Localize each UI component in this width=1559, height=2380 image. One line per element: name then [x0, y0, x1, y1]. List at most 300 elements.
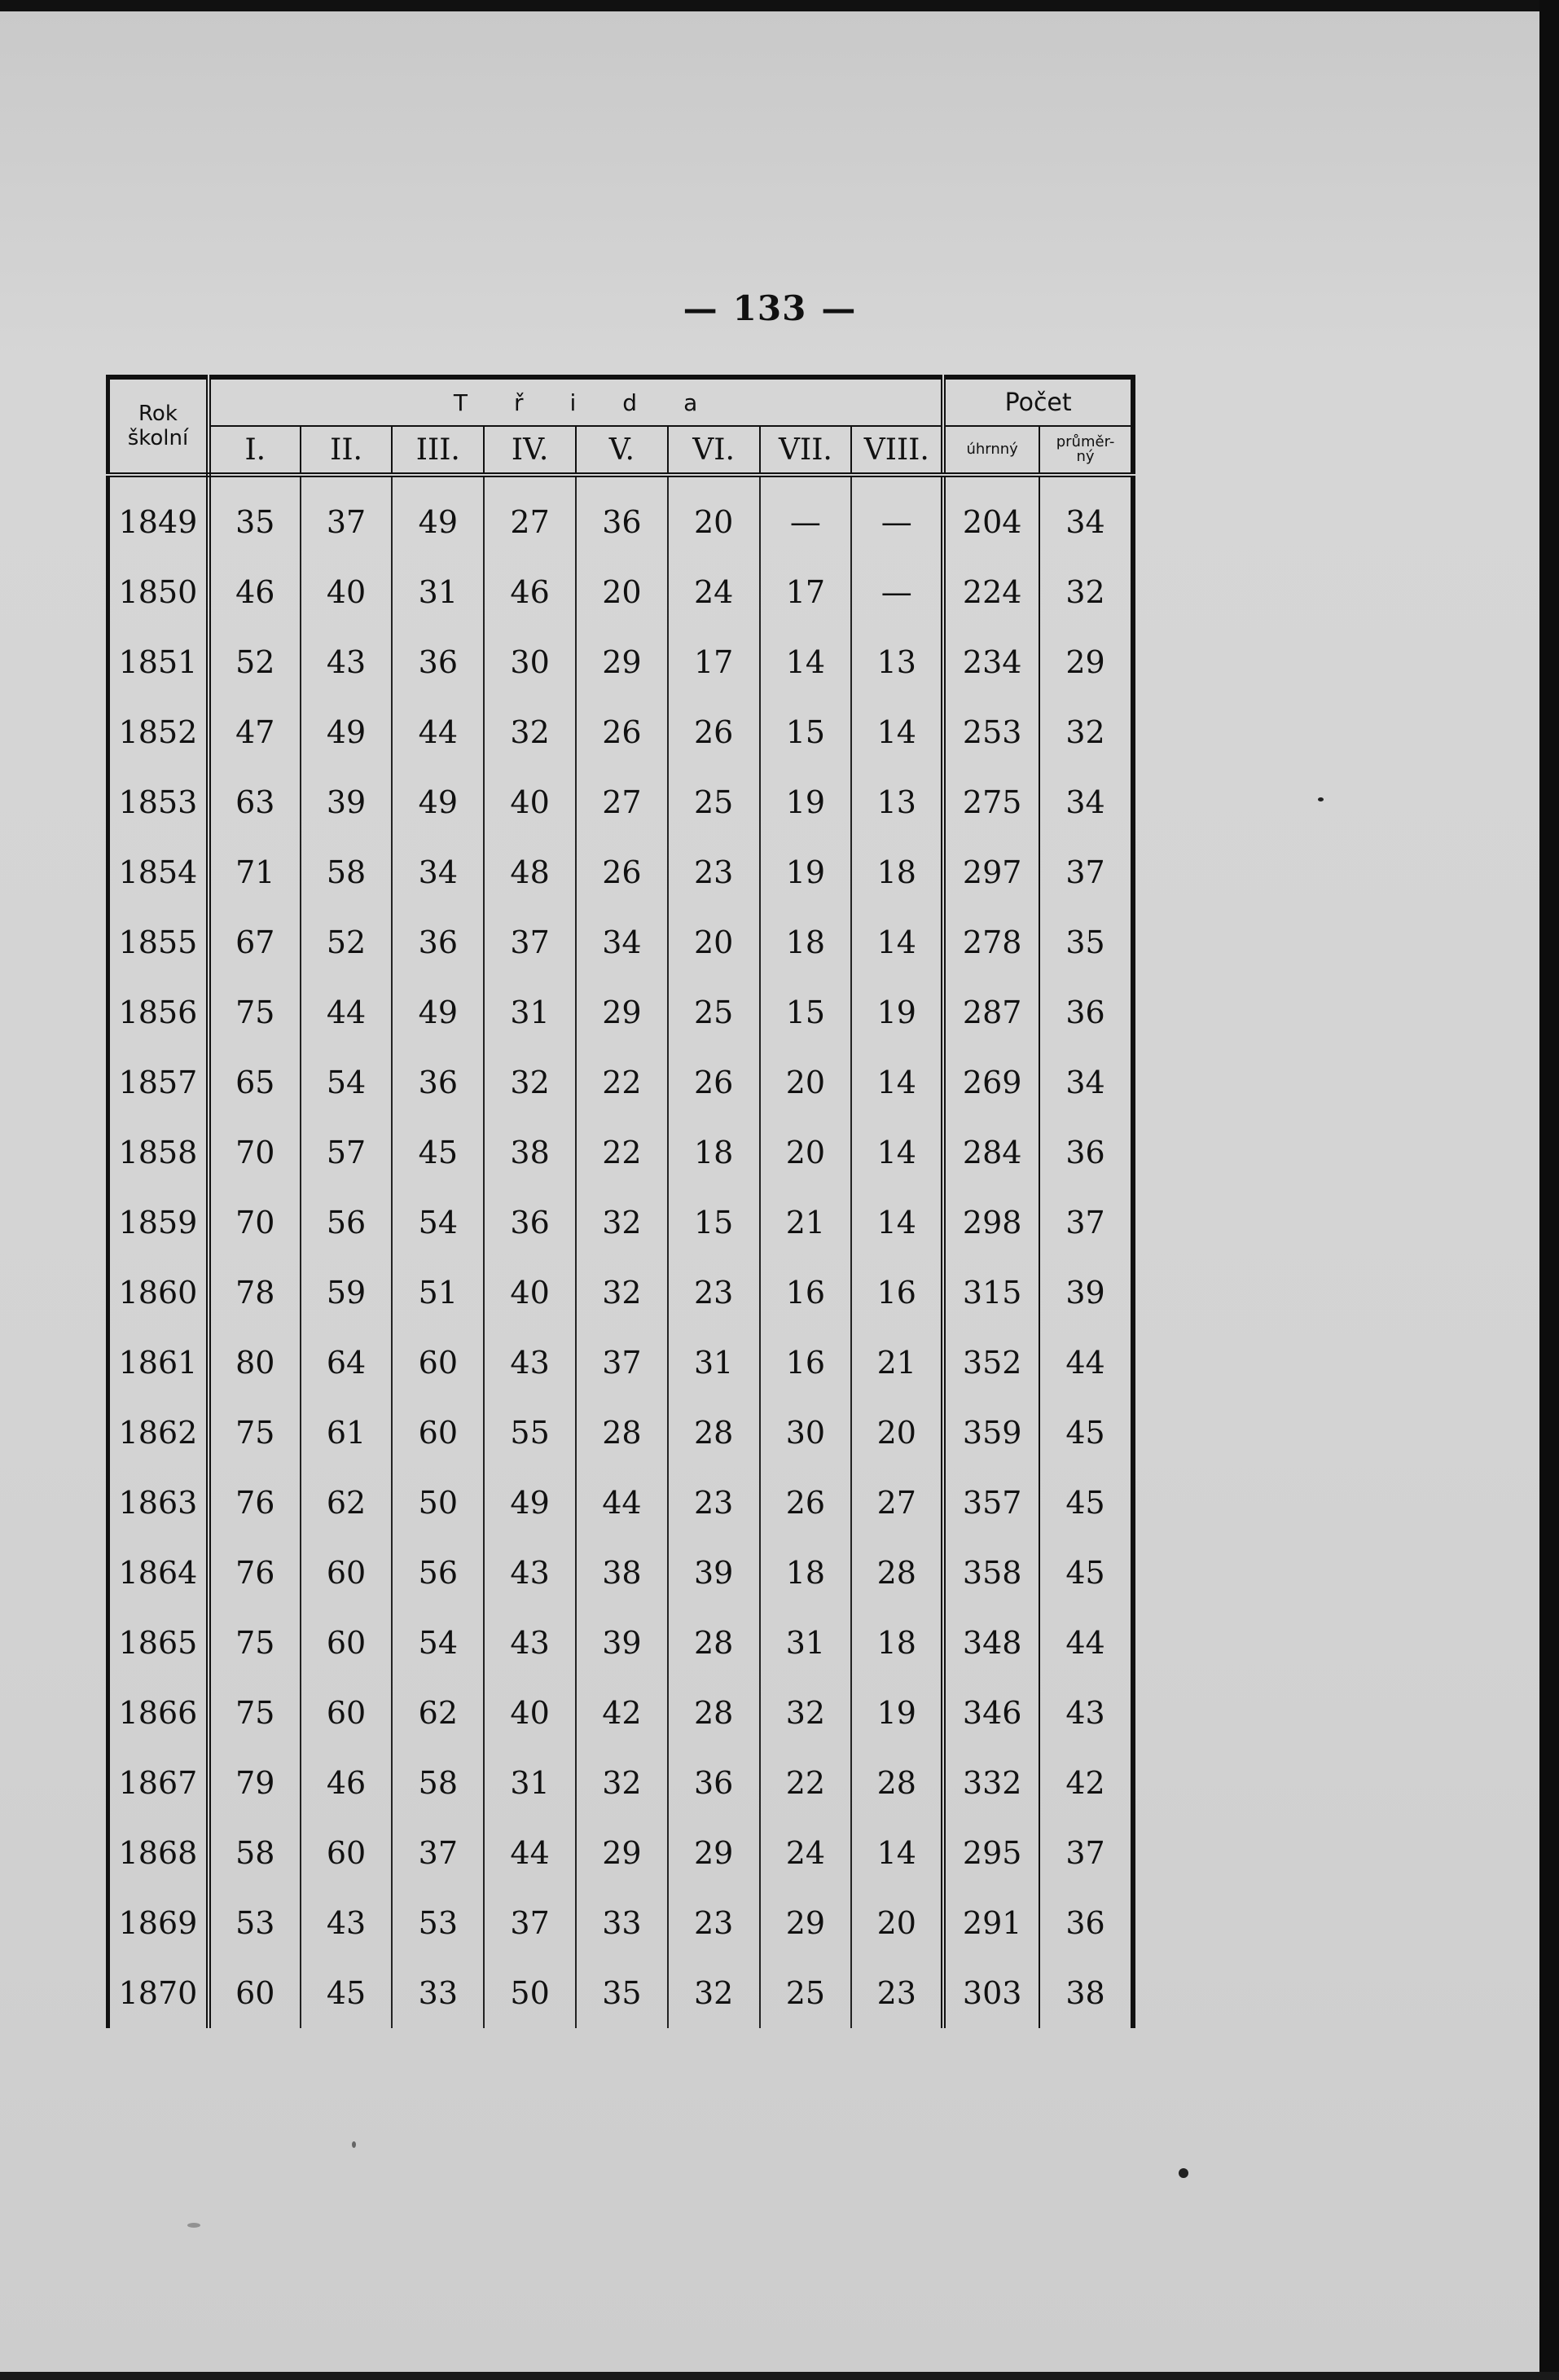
- class-count-cell: 19: [876, 995, 916, 1030]
- class-count-cell: 80: [209, 1328, 301, 1398]
- class-count-cell: 33: [392, 1958, 484, 2028]
- class-count-cell: 54: [392, 1608, 484, 1678]
- scan-speck: [352, 2141, 356, 2148]
- class-count-cell: 23: [668, 1468, 760, 1538]
- class-count-cell: 27: [876, 1485, 916, 1521]
- class-count-cell: 34: [392, 837, 484, 907]
- class-count-cell: 23: [668, 1258, 760, 1328]
- class-count-cell: 55: [484, 1398, 576, 1468]
- scanned-page: [0, 11, 1539, 2372]
- total-cell: 287: [943, 977, 1039, 1047]
- class-count-cell: —: [881, 504, 912, 540]
- class-count-cell: 50: [392, 1468, 484, 1538]
- year-cell: 1866: [108, 1678, 209, 1748]
- class-count-cell: 22: [760, 1748, 852, 1818]
- class-count-cell: 19: [876, 1695, 916, 1731]
- class-count-cell: 29: [668, 1818, 760, 1888]
- class-count-cell: 21: [876, 1345, 916, 1381]
- table-row: [108, 1118, 1134, 1188]
- total-cell: 234: [943, 627, 1039, 697]
- table-row: [108, 697, 1134, 767]
- class-count-cell: 58: [301, 837, 393, 907]
- total-cell: 357: [943, 1468, 1039, 1538]
- count-group-header: Počet: [943, 377, 1133, 426]
- total-cell: 291: [943, 1888, 1039, 1958]
- total-column-header: úhrnný: [943, 426, 1039, 475]
- class-count-cell: 14: [876, 1205, 916, 1240]
- class-count-cell: 20: [668, 907, 760, 977]
- class-count-cell: 44: [392, 697, 484, 767]
- class-count-cell: 40: [301, 557, 393, 627]
- class-count-cell: 19: [760, 767, 852, 837]
- class-count-cell: 42: [576, 1678, 668, 1748]
- class-count-cell: 60: [392, 1328, 484, 1398]
- class-count-cell: 22: [576, 1047, 668, 1118]
- table-row: [108, 1398, 1134, 1468]
- class-count-cell: 37: [392, 1818, 484, 1888]
- year-cell: 1864: [108, 1538, 209, 1608]
- year-cell: 1853: [108, 767, 209, 837]
- class-count-cell: 34: [576, 907, 668, 977]
- total-cell: 204: [943, 475, 1039, 557]
- class-count-cell: 60: [301, 1538, 393, 1608]
- class-count-cell: 37: [484, 1888, 576, 1958]
- class-count-cell: 45: [392, 1118, 484, 1188]
- average-cell: 36: [1039, 1888, 1133, 1958]
- class-count-cell: 44: [484, 1818, 576, 1888]
- average-cell: 37: [1039, 1818, 1133, 1888]
- scan-border-right: [1539, 0, 1559, 2380]
- class-count-cell: 35: [209, 475, 301, 557]
- class-count-cell: 32: [484, 697, 576, 767]
- class-count-cell: 48: [484, 837, 576, 907]
- table-row: [108, 1188, 1134, 1258]
- class-count-cell: 39: [668, 1538, 760, 1608]
- class-count-cell: 23: [668, 1888, 760, 1958]
- average-cell: 36: [1039, 977, 1133, 1047]
- table-row: [108, 907, 1134, 977]
- page-number-dash-right: —: [821, 288, 857, 328]
- average-header-line1: průměr-: [1056, 433, 1115, 450]
- class-count-cell: 40: [484, 767, 576, 837]
- class-count-cell: 32: [576, 1748, 668, 1818]
- class-count-cell: 60: [392, 1398, 484, 1468]
- class-count-cell: 16: [760, 1328, 852, 1398]
- class-count-cell: 75: [209, 1678, 301, 1748]
- total-cell: 278: [943, 907, 1039, 977]
- class-count-cell: 36: [668, 1748, 760, 1818]
- total-cell: 284: [943, 1118, 1039, 1188]
- table-row: [108, 977, 1134, 1047]
- year-cell: 1852: [108, 697, 209, 767]
- class-count-cell: 28: [668, 1398, 760, 1468]
- table-row: [108, 1608, 1134, 1678]
- class-count-cell: 79: [209, 1748, 301, 1818]
- class-count-cell: 13: [876, 784, 916, 820]
- average-cell: 37: [1039, 837, 1133, 907]
- class-count-cell: 70: [209, 1188, 301, 1258]
- class-count-cell: 15: [760, 697, 852, 767]
- class-count-cell: 20: [876, 1415, 916, 1451]
- class-count-cell: 52: [209, 627, 301, 697]
- class-count-cell: 49: [392, 475, 484, 557]
- class-count-cell: 58: [392, 1748, 484, 1818]
- average-cell: 45: [1039, 1398, 1133, 1468]
- class-count-cell: 26: [760, 1468, 852, 1538]
- class-count-cell: 20: [668, 475, 760, 557]
- average-cell: 29: [1039, 627, 1133, 697]
- class-count-cell: 26: [668, 697, 760, 767]
- class-count-cell: 32: [760, 1678, 852, 1748]
- class-count-cell: 49: [301, 697, 393, 767]
- class-count-cell: 14: [876, 1135, 916, 1170]
- class-header: VIII.: [851, 426, 943, 475]
- total-cell: 346: [943, 1678, 1039, 1748]
- average-cell: 39: [1039, 1258, 1133, 1328]
- class-count-cell: 18: [760, 907, 852, 977]
- class-count-cell: 17: [668, 627, 760, 697]
- class-count-cell: 36: [392, 1047, 484, 1118]
- class-count-cell: 31: [484, 977, 576, 1047]
- year-column-header: [108, 377, 209, 475]
- class-group-header: [209, 377, 943, 426]
- total-cell: 315: [943, 1258, 1039, 1328]
- year-cell: 1869: [108, 1888, 209, 1958]
- year-cell: 1854: [108, 837, 209, 907]
- average-cell: 35: [1039, 907, 1133, 977]
- average-cell: 32: [1039, 557, 1133, 627]
- class-count-cell: 43: [484, 1328, 576, 1398]
- class-count-cell: 32: [484, 1047, 576, 1118]
- table-row: [108, 1818, 1134, 1888]
- class-count-cell: 29: [760, 1888, 852, 1958]
- class-count-cell: —: [881, 574, 912, 610]
- class-count-cell: 32: [576, 1258, 668, 1328]
- class-count-cell: 18: [876, 1625, 916, 1661]
- class-count-cell: 21: [760, 1188, 852, 1258]
- table-row: [108, 627, 1134, 697]
- table-header-row-2: [108, 426, 1134, 475]
- class-count-cell: 29: [576, 627, 668, 697]
- class-count-cell: 46: [209, 557, 301, 627]
- class-count-cell: 46: [484, 557, 576, 627]
- average-cell: 45: [1039, 1468, 1133, 1538]
- year-cell: 1865: [108, 1608, 209, 1678]
- class-count-cell: 49: [392, 767, 484, 837]
- class-count-cell: 24: [668, 557, 760, 627]
- class-count-cell: 63: [209, 767, 301, 837]
- scan-speck: [1318, 797, 1324, 801]
- year-cell: 1858: [108, 1118, 209, 1188]
- class-count-cell: 40: [484, 1258, 576, 1328]
- class-count-cell: 38: [576, 1538, 668, 1608]
- class-count-cell: 24: [760, 1818, 852, 1888]
- class-header: VI.: [668, 426, 760, 475]
- class-count-cell: 26: [668, 1047, 760, 1118]
- class-count-cell: 43: [301, 1888, 393, 1958]
- average-cell: 43: [1039, 1678, 1133, 1748]
- table-row: [108, 1328, 1134, 1398]
- class-count-cell: 52: [301, 907, 393, 977]
- class-count-cell: 13: [876, 644, 916, 680]
- class-count-cell: 14: [876, 714, 916, 750]
- class-header: III.: [392, 426, 484, 475]
- class-count-cell: 44: [301, 977, 393, 1047]
- year-cell: 1862: [108, 1398, 209, 1468]
- average-column-header: [1039, 426, 1133, 475]
- class-count-cell: 78: [209, 1258, 301, 1328]
- class-count-cell: 31: [760, 1608, 852, 1678]
- table-row: [108, 1888, 1134, 1958]
- class-count-cell: 60: [301, 1678, 393, 1748]
- class-count-cell: 44: [576, 1468, 668, 1538]
- class-count-cell: 16: [876, 1275, 916, 1311]
- class-count-cell: 22: [576, 1118, 668, 1188]
- average-cell: 42: [1039, 1748, 1133, 1818]
- class-count-cell: 33: [576, 1888, 668, 1958]
- class-count-cell: 27: [576, 767, 668, 837]
- total-cell: 224: [943, 557, 1039, 627]
- class-count-cell: 43: [484, 1608, 576, 1678]
- scan-speck: [1179, 2168, 1188, 2178]
- average-cell: 37: [1039, 1188, 1133, 1258]
- class-count-cell: 54: [301, 1047, 393, 1118]
- class-count-cell: 30: [760, 1398, 852, 1468]
- class-count-cell: 56: [301, 1188, 393, 1258]
- year-header-line2: školní: [127, 426, 189, 450]
- enrollment-table: [106, 375, 1135, 2028]
- class-count-cell: 17: [760, 557, 852, 627]
- total-cell: 295: [943, 1818, 1039, 1888]
- class-count-cell: 14: [876, 924, 916, 960]
- class-count-cell: 59: [301, 1258, 393, 1328]
- class-count-cell: 51: [392, 1258, 484, 1328]
- class-count-cell: 36: [392, 907, 484, 977]
- class-count-cell: 25: [760, 1958, 852, 2028]
- group-header-letter: i: [569, 389, 577, 416]
- class-count-cell: 76: [209, 1538, 301, 1608]
- class-count-cell: 36: [484, 1188, 576, 1258]
- class-count-cell: 57: [301, 1118, 393, 1188]
- class-header: VII.: [760, 426, 852, 475]
- total-cell: 332: [943, 1748, 1039, 1818]
- page-number: [0, 288, 1539, 328]
- class-count-cell: 18: [876, 854, 916, 890]
- class-count-cell: 75: [209, 1608, 301, 1678]
- class-count-cell: 20: [760, 1118, 852, 1188]
- class-count-cell: 29: [576, 1818, 668, 1888]
- year-cell: 1863: [108, 1468, 209, 1538]
- class-count-cell: 23: [668, 837, 760, 907]
- class-count-cell: 49: [484, 1468, 576, 1538]
- class-count-cell: 31: [484, 1748, 576, 1818]
- page-number-value: 133: [732, 288, 807, 328]
- total-cell: 348: [943, 1608, 1039, 1678]
- class-count-cell: 38: [484, 1118, 576, 1188]
- class-count-cell: 60: [301, 1608, 393, 1678]
- class-count-cell: 29: [576, 977, 668, 1047]
- year-header-line1: Rok: [138, 402, 178, 426]
- average-cell: 34: [1039, 767, 1133, 837]
- class-count-cell: 60: [301, 1818, 393, 1888]
- table-row: [108, 767, 1134, 837]
- class-count-cell: 27: [484, 475, 576, 557]
- class-count-cell: 19: [760, 837, 852, 907]
- class-count-cell: 46: [301, 1748, 393, 1818]
- table-row: [108, 1958, 1134, 2028]
- year-cell: 1857: [108, 1047, 209, 1118]
- table-body: [108, 475, 1134, 2028]
- class-count-cell: 14: [760, 627, 852, 697]
- class-count-cell: 16: [760, 1258, 852, 1328]
- total-cell: 359: [943, 1398, 1039, 1468]
- page-number-dash-left: —: [683, 288, 718, 328]
- class-count-cell: 23: [876, 1975, 916, 2011]
- average-cell: 34: [1039, 1047, 1133, 1118]
- total-cell: 298: [943, 1188, 1039, 1258]
- average-cell: 32: [1039, 697, 1133, 767]
- total-cell: 269: [943, 1047, 1039, 1118]
- class-count-cell: 47: [209, 697, 301, 767]
- class-count-cell: 35: [576, 1958, 668, 2028]
- average-cell: 44: [1039, 1608, 1133, 1678]
- average-cell: 44: [1039, 1328, 1133, 1398]
- class-count-cell: 31: [392, 557, 484, 627]
- class-count-cell: 39: [576, 1608, 668, 1678]
- total-cell: 358: [943, 1538, 1039, 1608]
- class-count-cell: 62: [301, 1468, 393, 1538]
- table-row: [108, 1258, 1134, 1328]
- class-count-cell: 28: [876, 1555, 916, 1591]
- class-count-cell: 36: [576, 475, 668, 557]
- average-cell: 45: [1039, 1538, 1133, 1608]
- total-cell: 253: [943, 697, 1039, 767]
- class-count-cell: —: [760, 475, 852, 557]
- class-count-cell: 53: [392, 1888, 484, 1958]
- class-count-cell: 64: [301, 1328, 393, 1398]
- class-count-cell: 28: [668, 1678, 760, 1748]
- class-count-cell: 37: [301, 475, 393, 557]
- class-count-cell: 58: [209, 1818, 301, 1888]
- class-count-cell: 53: [209, 1888, 301, 1958]
- table-row: [108, 1047, 1134, 1118]
- class-count-cell: 43: [484, 1538, 576, 1608]
- class-count-cell: 14: [876, 1835, 916, 1871]
- class-count-cell: 60: [209, 1958, 301, 2028]
- class-count-cell: 15: [760, 977, 852, 1047]
- average-cell: 36: [1039, 1118, 1133, 1188]
- class-count-cell: 28: [668, 1608, 760, 1678]
- class-count-cell: 32: [668, 1958, 760, 2028]
- group-header-letter: d: [622, 389, 639, 416]
- year-cell: 1849: [108, 475, 209, 557]
- class-count-cell: 28: [876, 1765, 916, 1801]
- class-count-cell: 20: [576, 557, 668, 627]
- table-row: [108, 475, 1134, 557]
- year-cell: 1851: [108, 627, 209, 697]
- class-count-cell: 75: [209, 977, 301, 1047]
- table-header-row-1: [108, 377, 1134, 426]
- class-header: V.: [576, 426, 668, 475]
- table-row: [108, 837, 1134, 907]
- class-count-cell: 76: [209, 1468, 301, 1538]
- year-cell: 1861: [108, 1328, 209, 1398]
- class-count-cell: 71: [209, 837, 301, 907]
- class-count-cell: 25: [668, 977, 760, 1047]
- class-count-cell: 37: [576, 1328, 668, 1398]
- total-cell: 352: [943, 1328, 1039, 1398]
- class-count-cell: 40: [484, 1678, 576, 1748]
- total-cell: 275: [943, 767, 1039, 837]
- class-count-cell: 49: [392, 977, 484, 1047]
- year-cell: 1856: [108, 977, 209, 1047]
- class-header: IV.: [484, 426, 576, 475]
- average-cell: 38: [1039, 1958, 1133, 2028]
- year-cell: 1850: [108, 557, 209, 627]
- group-header-letter: ř: [514, 389, 525, 416]
- class-count-cell: 36: [392, 627, 484, 697]
- class-count-cell: 15: [668, 1188, 760, 1258]
- class-count-cell: 14: [876, 1065, 916, 1100]
- class-count-cell: 43: [301, 627, 393, 697]
- total-cell: 297: [943, 837, 1039, 907]
- class-count-cell: 28: [576, 1398, 668, 1468]
- year-cell: 1870: [108, 1958, 209, 2028]
- class-count-cell: 20: [876, 1905, 916, 1941]
- average-cell: 34: [1039, 475, 1133, 557]
- scan-border-bottom: [0, 2372, 1559, 2380]
- class-count-cell: 65: [209, 1047, 301, 1118]
- class-count-cell: 50: [484, 1958, 576, 2028]
- class-count-cell: 70: [209, 1118, 301, 1188]
- class-count-cell: 20: [760, 1047, 852, 1118]
- class-count-cell: 18: [760, 1538, 852, 1608]
- class-count-cell: 54: [392, 1188, 484, 1258]
- class-count-cell: 37: [484, 907, 576, 977]
- class-count-cell: 32: [576, 1188, 668, 1258]
- year-cell: 1859: [108, 1188, 209, 1258]
- class-count-cell: 56: [392, 1538, 484, 1608]
- class-count-cell: 45: [301, 1958, 393, 2028]
- class-count-cell: 67: [209, 907, 301, 977]
- class-header: I.: [209, 426, 301, 475]
- class-count-cell: 62: [392, 1678, 484, 1748]
- group-header-letter: a: [683, 389, 699, 416]
- table-row: [108, 1678, 1134, 1748]
- year-cell: 1855: [108, 907, 209, 977]
- table-row: [108, 1468, 1134, 1538]
- scan-border-top: [0, 0, 1559, 11]
- class-count-cell: 25: [668, 767, 760, 837]
- class-count-cell: 30: [484, 627, 576, 697]
- class-count-cell: 75: [209, 1398, 301, 1468]
- year-cell: 1867: [108, 1748, 209, 1818]
- table-row: [108, 1748, 1134, 1818]
- class-header: II.: [301, 426, 393, 475]
- class-count-cell: 31: [668, 1328, 760, 1398]
- average-header-line2: ný: [1076, 448, 1095, 465]
- class-count-cell: 39: [301, 767, 393, 837]
- year-cell: 1860: [108, 1258, 209, 1328]
- table-row: [108, 1538, 1134, 1608]
- class-count-cell: 61: [301, 1398, 393, 1468]
- group-header-letter: T: [453, 389, 468, 416]
- class-count-cell: 18: [668, 1118, 760, 1188]
- total-cell: 303: [943, 1958, 1039, 2028]
- class-count-cell: 26: [576, 837, 668, 907]
- class-count-cell: 26: [576, 697, 668, 767]
- scan-speck: [187, 2223, 200, 2228]
